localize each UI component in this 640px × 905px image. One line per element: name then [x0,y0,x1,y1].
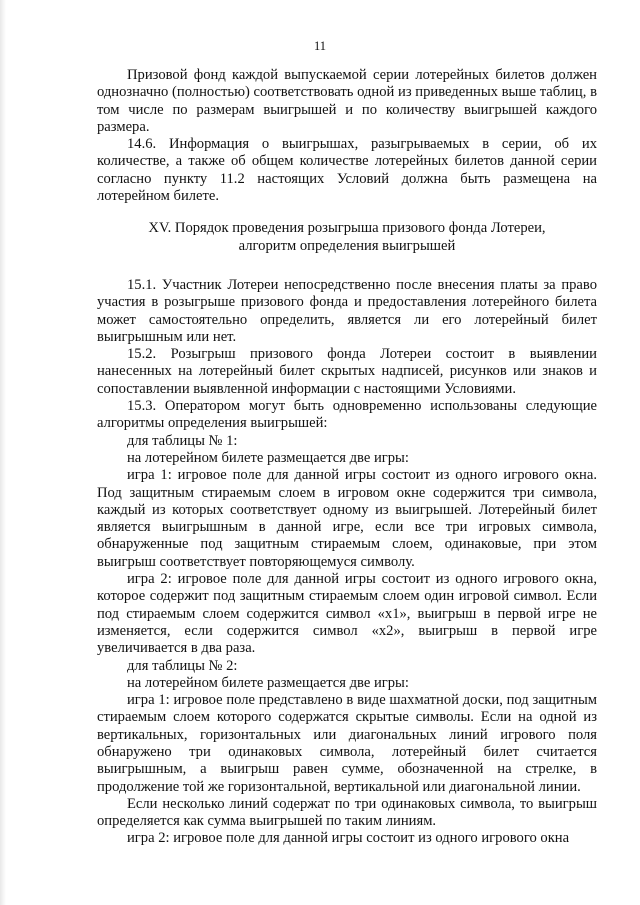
section-heading-line-1: XV. Порядок проведения розыгрыша призового фонда Лотереи, [148,220,546,237]
paragraph-15-1: 15.1. Участник Лотереи непосредственно после внесения платы за право участия в розыгрыше призового фонда и предоставления лотерейного билета может самостоятельно определить, является ли его лотерейный билет выигрышным или нет. [97,276,597,345]
paragraph-15-2: 15.2. Розыгрыш призового фонда Лотереи состоит в выявлении нанесенных на лотерейный билет скрытых надписей, рисунков или знаков и сопоставлении выявленной информации с настоящими Условиями. [97,346,597,397]
paragraph-table-1-game-1: игра 1: игровое поле для данной игры состоит из одного игрового окна. Под защитным стираемым слоем в игровом окне содержится три символа, каждый из которых соответствует одному из выигрышей. Лотерейный билет является выигрышным в данной игре, если все три игровых символа, обнаруженные под защитным стираемым слоем, одинаковые, при этом выигрыш соответствует повторяющемуся символу. [97,467,597,570]
paragraph-table-2-games: на лотерейном билете размещается две игры: [127,674,409,691]
paragraph-table-1-games: на лотерейном билете размещается две игры: [127,449,409,466]
paragraph-table-2-label: для таблицы № 2: [127,657,238,674]
paragraph-table-1-label: для таблицы № 1: [127,432,238,449]
paragraph-table-1-game-2: игра 2: игровое поле для данной игры состоит из одного игрового окна, которое содержит под защитным стираемым слоем один игровой символ. Если под стираемым слоем содержится символ «х1», выигрыш в первой игре не изменяется, если содержится символ «х2», выигрыш в первой игре увеличивается в два раза. [97,571,597,657]
paragraph-table-2-game-2: игра 2: игровое поле для данной игры состоит из одного игрового окна [127,830,570,847]
section-heading [97,220,597,255]
paragraph-prize-fund: Призовой фонд каждой выпускаемой серии лотерейных билетов должен однозначно (полностью) соответствовать одной из приведенных выше таблиц, в том числе по размерам выигрышей и по количеству выигрышей каждого размера. [97,67,597,135]
section-heading-line-2: алгоритм определения выигрышей [238,237,456,254]
page-number: 11 [313,39,327,53]
paragraph-table-2-game-1: игра 1: игровое поле представлено в виде шахматной доски, под защитным стираемым слоем которого содержатся скрытые символы. Если на одной из вертикальных, горизонтальных или диагональных линий игрового поля обнаружено три одинаковых символа, лотерейный билет считается выигрышным, а выигрыш равен сумме, обозначенной на стрелке, в продолжение той же горизонтальной, вертикальной или диагональной линии. [97,692,597,795]
paragraph-15-3: 15.3. Оператором могут быть одновременно использованы следующие алгоритмы определения выигрышей: [97,398,597,432]
paragraph-14-6: 14.6. Информация о выигрышах, разыгрываемых в серии, об их количестве, а также об общем количестве лотерейных билетов данной серии согласно пункту 11.2 настоящих Условий должна быть размещена на лотерейном билете. [97,136,597,205]
paragraph-multiple-lines: Если несколько линий содержат по три одинаковых символа, то выигрыш определяется как сумма выигрышей по таким линиям. [97,795,597,830]
document-body [97,67,597,848]
scan-edge-shadow [0,0,6,905]
